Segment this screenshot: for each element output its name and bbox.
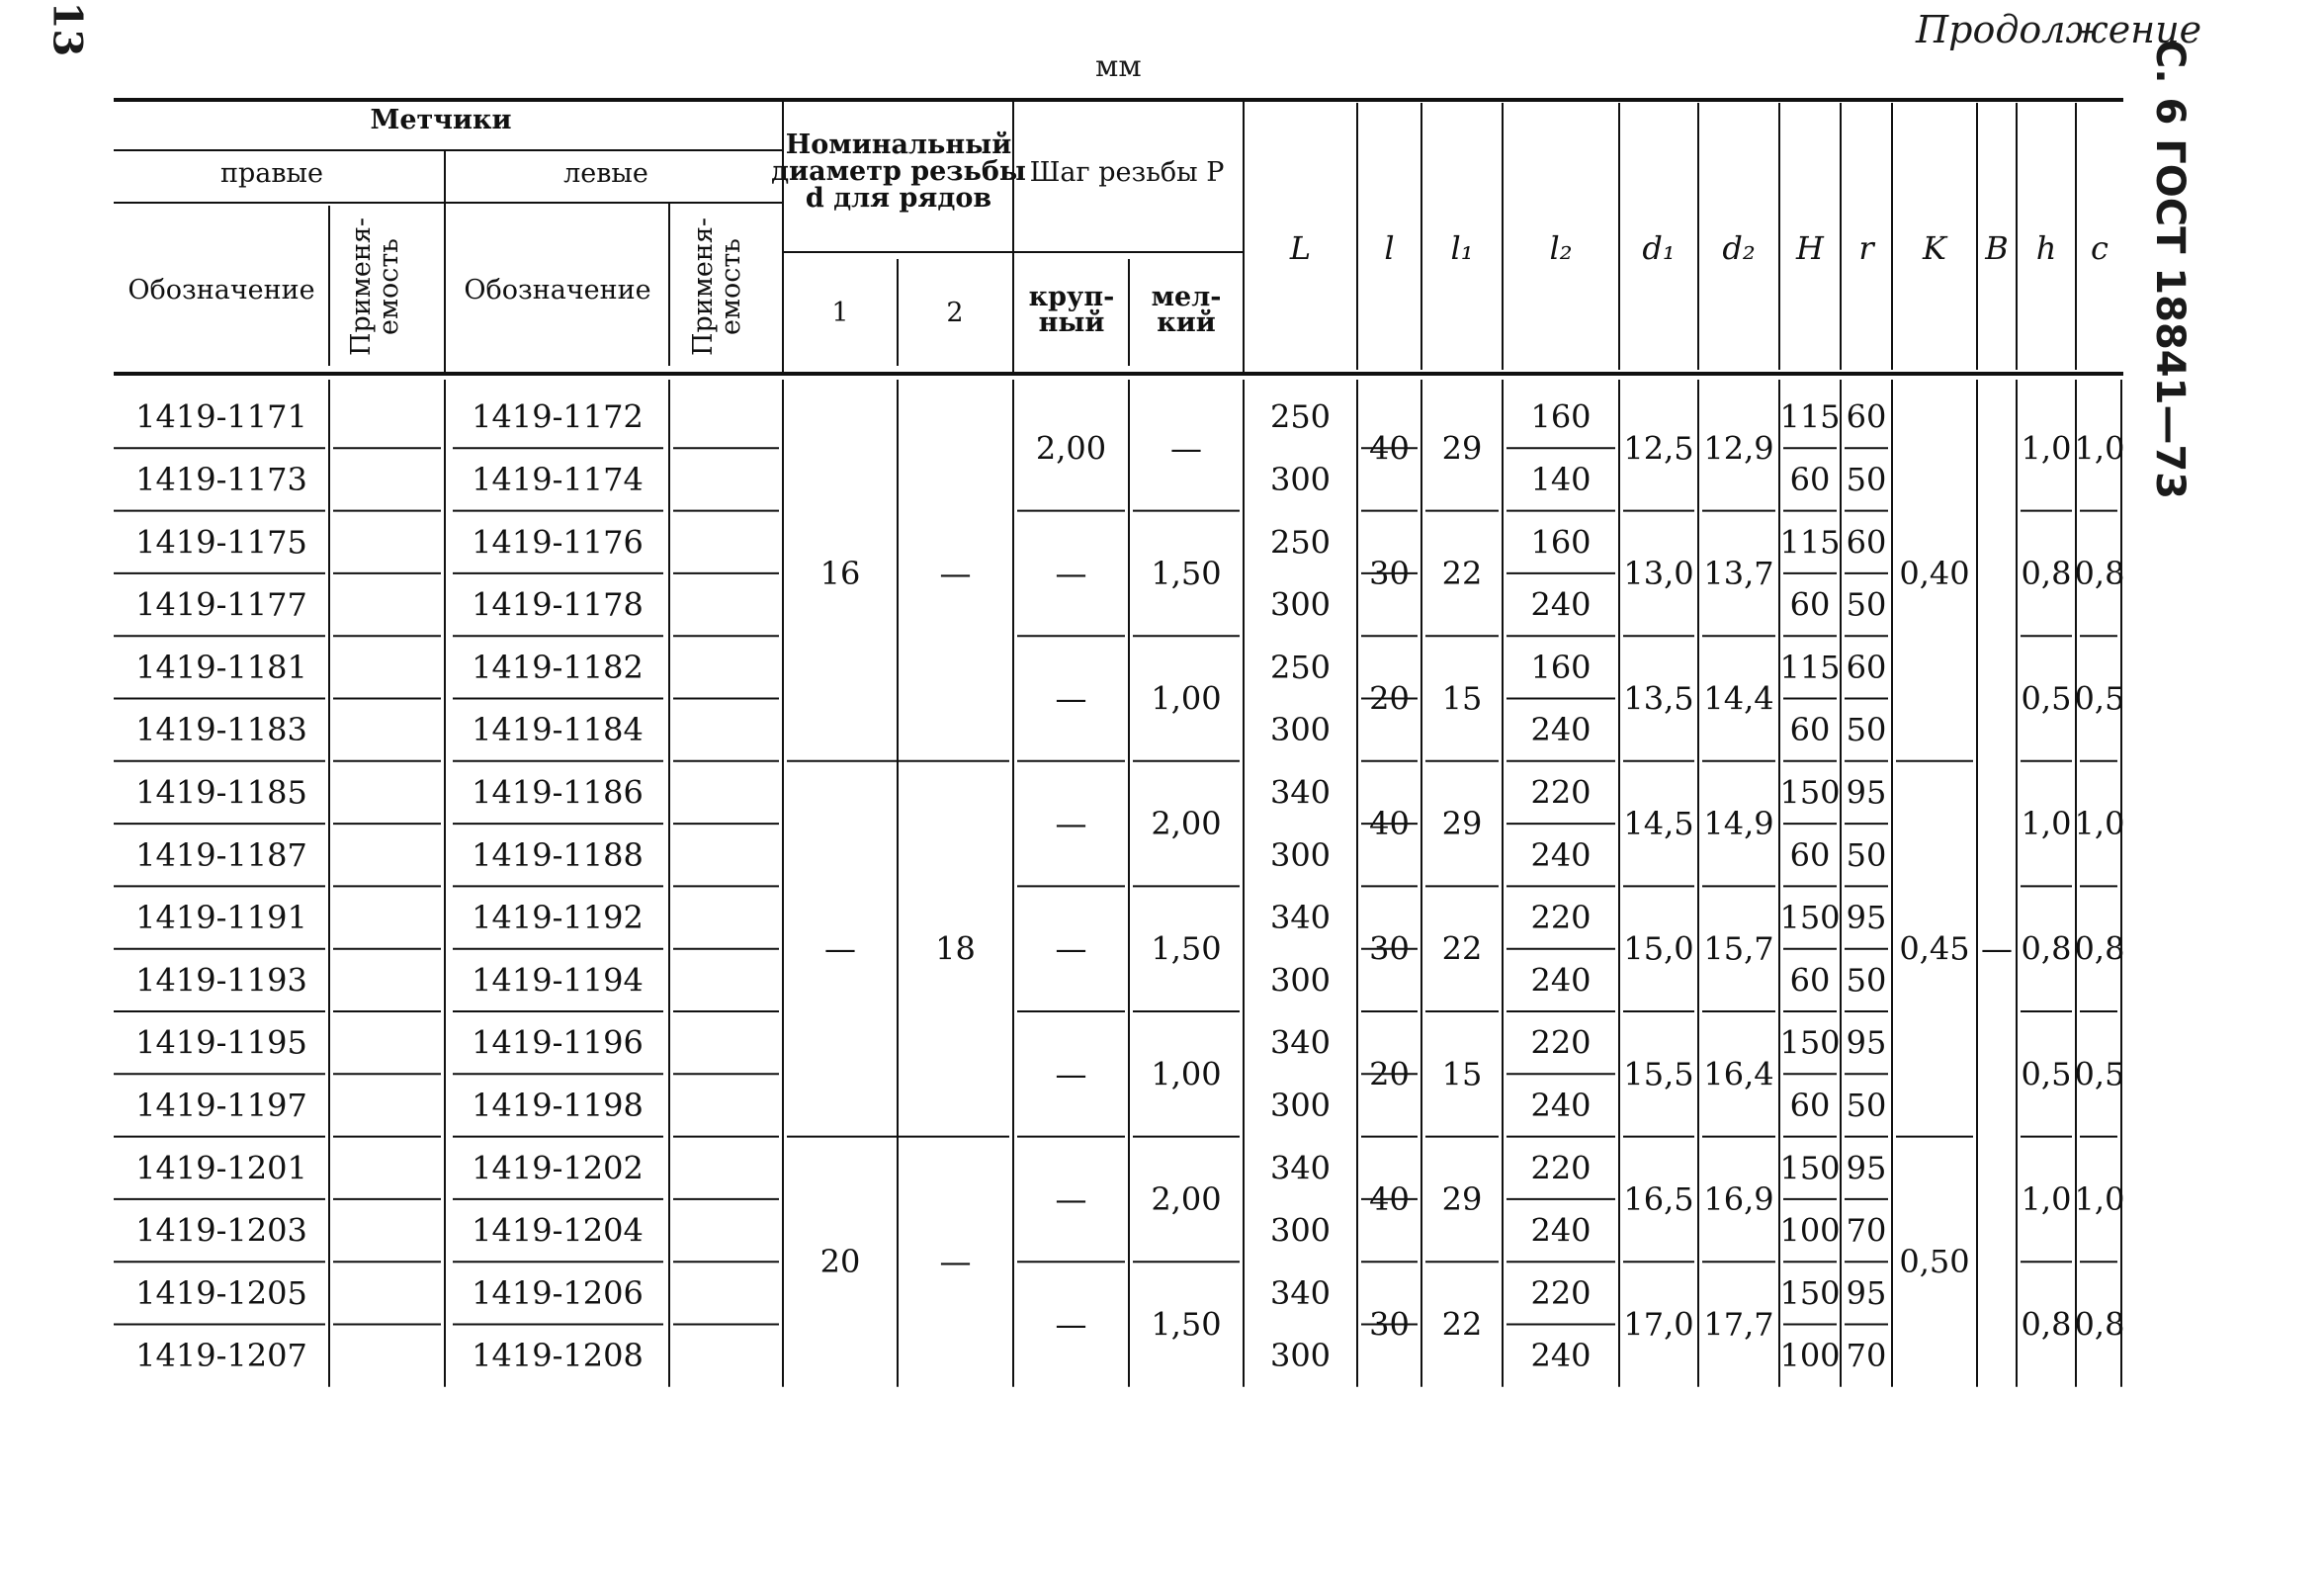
chamfer-h: 0,8: [2021, 929, 2072, 968]
right-tap-designation: 1419-1191: [135, 899, 307, 937]
length-l: 30: [1369, 929, 1410, 968]
height-H: 115: [1779, 648, 1841, 686]
left-applicability-header-line1: Применя-: [688, 218, 719, 356]
radius-r: 60: [1846, 523, 1887, 562]
chamfer-h: 0,5: [2021, 679, 2072, 718]
right-designation-header: Обозначение: [128, 275, 315, 305]
header-l2: l₂: [1549, 229, 1573, 267]
radius-r: 70: [1846, 1211, 1887, 1250]
pitch-fine: 1,00: [1151, 1055, 1222, 1093]
length-l1: 22: [1441, 929, 1483, 968]
chamfer-c: 0,5: [2074, 679, 2125, 718]
pitch-fine: —: [1170, 429, 1202, 468]
length-L: 300: [1269, 961, 1332, 1000]
pitch-coarse: 2,00: [1035, 429, 1107, 468]
length-L: 300: [1269, 585, 1332, 624]
left-tap-designation: 1419-1172: [472, 397, 644, 436]
header-l: l: [1384, 229, 1395, 267]
pitch-coarse: —: [1055, 805, 1087, 843]
right-tap-designation: 1419-1207: [135, 1337, 307, 1375]
left-tap-designation: 1419-1204: [472, 1211, 644, 1250]
length-l2: 160: [1530, 397, 1592, 436]
radius-r: 95: [1846, 899, 1887, 937]
diameter-d2: 15,7: [1703, 929, 1774, 968]
diameter-d2: 14,4: [1703, 679, 1774, 718]
diameter-d1: 13,5: [1623, 679, 1694, 718]
radius-r: 60: [1846, 397, 1887, 436]
header-d1: d₁: [1642, 229, 1676, 267]
length-l1: 29: [1441, 429, 1483, 468]
header-h: H: [1796, 229, 1824, 267]
length-l2: 220: [1530, 1149, 1592, 1187]
chamfer-c: 1,0: [2074, 429, 2125, 468]
relief-K: 0,40: [1899, 554, 1970, 592]
height-H: 115: [1779, 523, 1841, 562]
height-H: 150: [1779, 1149, 1841, 1187]
length-l1: 22: [1441, 554, 1483, 592]
length-l: 40: [1369, 1179, 1410, 1218]
header-l: L: [1289, 229, 1312, 267]
header-h: h: [2035, 229, 2057, 267]
length-l1: 15: [1441, 679, 1483, 718]
length-l2: 240: [1530, 835, 1592, 874]
pitch-fine: 2,00: [1151, 805, 1222, 843]
left-tap-designation: 1419-1194: [472, 961, 644, 1000]
pitch-coarse: —: [1055, 929, 1087, 968]
nominal-diameter-row2: —: [939, 554, 972, 592]
left-taps-header: левые: [563, 158, 648, 189]
right-tap-designation: 1419-1181: [135, 648, 307, 686]
header-c: c: [2091, 229, 2109, 267]
length-l2: 220: [1530, 1023, 1592, 1062]
row-2-header: 2: [946, 298, 964, 328]
nominal-diameter-row2: —: [939, 1243, 972, 1281]
length-l2: 240: [1530, 585, 1592, 624]
right-tap-designation: 1419-1203: [135, 1211, 307, 1250]
right-tap-designation: 1419-1183: [135, 711, 307, 749]
row-1-header: 1: [831, 298, 849, 328]
continuation-caption: Продолжение: [1916, 8, 2202, 51]
header-b: B: [1985, 229, 2009, 267]
width-B: —: [1981, 929, 2013, 968]
radius-r: 50: [1846, 961, 1887, 1000]
coarse-header-2: ный: [1038, 307, 1105, 338]
length-L: 300: [1269, 1337, 1332, 1375]
diameter-d1: 12,5: [1623, 429, 1694, 468]
thread-pitch-header: Шаг резьбы P: [1029, 157, 1225, 188]
length-l2: 240: [1530, 961, 1592, 1000]
pitch-fine: 1,50: [1151, 929, 1222, 968]
chamfer-c: 0,5: [2074, 1055, 2125, 1093]
height-H: 100: [1779, 1211, 1841, 1250]
diameter-d2: 12,9: [1703, 429, 1774, 468]
fine-header-1: мел-: [1151, 282, 1222, 312]
pitch-fine: 1,00: [1151, 679, 1222, 718]
chamfer-c: 0,8: [2074, 929, 2125, 968]
height-H: 150: [1779, 1273, 1841, 1312]
radius-r: 95: [1846, 1023, 1887, 1062]
length-L: 340: [1269, 1273, 1332, 1312]
nominal-diameter-row1: 16: [819, 554, 861, 592]
length-L: 250: [1269, 397, 1332, 436]
pitch-fine: 2,00: [1151, 1179, 1222, 1218]
length-L: 300: [1269, 460, 1332, 498]
radius-r: 95: [1846, 773, 1887, 812]
height-H: 60: [1789, 711, 1831, 749]
length-L: 300: [1269, 1211, 1332, 1250]
page-number: 13: [43, 1, 91, 57]
radius-r: 50: [1846, 460, 1887, 498]
height-H: 60: [1789, 585, 1831, 624]
right-tap-designation: 1419-1171: [135, 397, 307, 436]
nominal-diameter-row1: —: [824, 929, 856, 968]
diameter-d1: 13,0: [1623, 554, 1694, 592]
left-tap-designation: 1419-1186: [472, 773, 644, 812]
diameter-d2: 16,4: [1703, 1055, 1774, 1093]
radius-r: 70: [1846, 1337, 1887, 1375]
pitch-fine: 1,50: [1151, 1305, 1222, 1344]
chamfer-c: 0,8: [2074, 1305, 2125, 1344]
length-l: 30: [1369, 1305, 1410, 1344]
length-l1: 15: [1441, 1055, 1483, 1093]
chamfer-c: 0,8: [2074, 554, 2125, 592]
chamfer-c: 1,0: [2074, 805, 2125, 843]
fine-header-2: кий: [1157, 307, 1216, 338]
radius-r: 50: [1846, 585, 1887, 624]
height-H: 150: [1779, 899, 1841, 937]
length-l2: 160: [1530, 648, 1592, 686]
nominal-diameter-header-3: d для рядов: [805, 183, 992, 214]
right-tap-designation: 1419-1185: [135, 773, 307, 812]
chamfer-h: 0,5: [2021, 1055, 2072, 1093]
right-tap-designation: 1419-1175: [135, 523, 307, 562]
right-tap-designation: 1419-1173: [135, 460, 307, 498]
left-tap-designation: 1419-1206: [472, 1273, 644, 1312]
length-l1: 29: [1441, 1179, 1483, 1218]
chamfer-c: 1,0: [2074, 1179, 2125, 1218]
length-l2: 160: [1530, 523, 1592, 562]
length-l2: 240: [1530, 1337, 1592, 1375]
right-tap-designation: 1419-1177: [135, 585, 307, 624]
pitch-coarse: —: [1055, 554, 1087, 592]
right-tap-designation: 1419-1205: [135, 1273, 307, 1312]
radius-r: 95: [1846, 1273, 1887, 1312]
diameter-d2: 13,7: [1703, 554, 1774, 592]
radius-r: 50: [1846, 711, 1887, 749]
length-L: 300: [1269, 711, 1332, 749]
pitch-coarse: —: [1055, 1305, 1087, 1344]
right-tap-designation: 1419-1187: [135, 835, 307, 874]
header-l1: l₁: [1450, 229, 1474, 267]
diameter-d1: 15,0: [1623, 929, 1694, 968]
length-L: 340: [1269, 1023, 1332, 1062]
left-tap-designation: 1419-1192: [472, 899, 644, 937]
radius-r: 50: [1846, 835, 1887, 874]
height-H: 60: [1789, 961, 1831, 1000]
length-l2: 240: [1530, 1086, 1592, 1124]
coarse-header-1: круп-: [1028, 282, 1115, 312]
height-H: 60: [1789, 1086, 1831, 1124]
length-l2: 220: [1530, 1273, 1592, 1312]
left-tap-designation: 1419-1176: [472, 523, 644, 562]
length-l: 20: [1369, 679, 1410, 718]
chamfer-h: 1,0: [2021, 429, 2072, 468]
length-l2: 140: [1530, 460, 1592, 498]
pitch-coarse: —: [1055, 1055, 1087, 1093]
relief-K: 0,45: [1899, 929, 1970, 968]
units-label: мм: [1095, 49, 1142, 84]
length-l1: 22: [1441, 1305, 1483, 1344]
left-tap-designation: 1419-1174: [472, 460, 644, 498]
height-H: 150: [1779, 773, 1841, 812]
pitch-fine: 1,50: [1151, 554, 1222, 592]
right-tap-designation: 1419-1201: [135, 1149, 307, 1187]
right-tap-designation: 1419-1195: [135, 1023, 307, 1062]
left-applicability-header-line2: емость: [716, 238, 746, 335]
length-L: 340: [1269, 773, 1332, 812]
height-H: 115: [1779, 397, 1841, 436]
radius-r: 50: [1846, 1086, 1887, 1124]
diameter-d2: 16,9: [1703, 1179, 1774, 1218]
length-L: 300: [1269, 1086, 1332, 1124]
height-H: 100: [1779, 1337, 1841, 1375]
length-l2: 220: [1530, 899, 1592, 937]
length-l1: 29: [1441, 805, 1483, 843]
left-tap-designation: 1419-1198: [472, 1086, 644, 1124]
left-tap-designation: 1419-1196: [472, 1023, 644, 1062]
chamfer-h: 0,8: [2021, 1305, 2072, 1344]
chamfer-h: 1,0: [2021, 805, 2072, 843]
side-label-text: С. 6 ГОСТ 18841—73: [2147, 40, 2193, 500]
pitch-coarse: —: [1055, 679, 1087, 718]
left-tap-designation: 1419-1182: [472, 648, 644, 686]
length-L: 250: [1269, 648, 1332, 686]
length-L: 250: [1269, 523, 1332, 562]
diameter-d1: 16,5: [1623, 1179, 1694, 1218]
right-tap-designation: 1419-1193: [135, 961, 307, 1000]
diameter-d1: 14,5: [1623, 805, 1694, 843]
left-tap-designation: 1419-1178: [472, 585, 644, 624]
length-l2: 240: [1530, 711, 1592, 749]
height-H: 60: [1789, 835, 1831, 874]
nominal-diameter-header-2: диаметр резьбы: [771, 156, 1026, 187]
left-tap-designation: 1419-1208: [472, 1337, 644, 1375]
left-designation-header: Обозначение: [464, 275, 651, 305]
chamfer-h: 1,0: [2021, 1179, 2072, 1218]
relief-K: 0,50: [1899, 1243, 1970, 1281]
radius-r: 95: [1846, 1149, 1887, 1187]
nominal-diameter-row1: 20: [819, 1243, 861, 1281]
right-taps-header: правые: [219, 158, 324, 189]
nominal-diameter-row2: 18: [935, 929, 976, 968]
header-k: K: [1923, 229, 1946, 267]
length-L: 340: [1269, 1149, 1332, 1187]
length-l: 20: [1369, 1055, 1410, 1093]
length-L: 300: [1269, 835, 1332, 874]
length-l2: 240: [1530, 1211, 1592, 1250]
right-applicability-header-line1: Применя-: [346, 218, 377, 356]
taps-header: Метчики: [370, 105, 512, 135]
height-H: 150: [1779, 1023, 1841, 1062]
length-L: 340: [1269, 899, 1332, 937]
diameter-d2: 14,9: [1703, 805, 1774, 843]
header-d2: d₂: [1722, 229, 1756, 267]
diameter-d1: 17,0: [1623, 1305, 1694, 1344]
length-l: 40: [1369, 805, 1410, 843]
length-l: 30: [1369, 554, 1410, 592]
diameter-d1: 15,5: [1623, 1055, 1694, 1093]
chamfer-h: 0,8: [2021, 554, 2072, 592]
radius-r: 60: [1846, 648, 1887, 686]
left-tap-designation: 1419-1188: [472, 835, 644, 874]
nominal-diameter-header-1: Номинальный: [785, 130, 1012, 160]
right-applicability-header-line2: емость: [374, 238, 404, 335]
pitch-coarse: —: [1055, 1179, 1087, 1218]
length-l2: 220: [1530, 773, 1592, 812]
header-r: r: [1858, 229, 1874, 267]
left-tap-designation: 1419-1202: [472, 1149, 644, 1187]
length-l: 40: [1369, 429, 1410, 468]
height-H: 60: [1789, 460, 1831, 498]
right-tap-designation: 1419-1197: [135, 1086, 307, 1124]
diameter-d2: 17,7: [1703, 1305, 1774, 1344]
left-tap-designation: 1419-1184: [472, 711, 644, 749]
